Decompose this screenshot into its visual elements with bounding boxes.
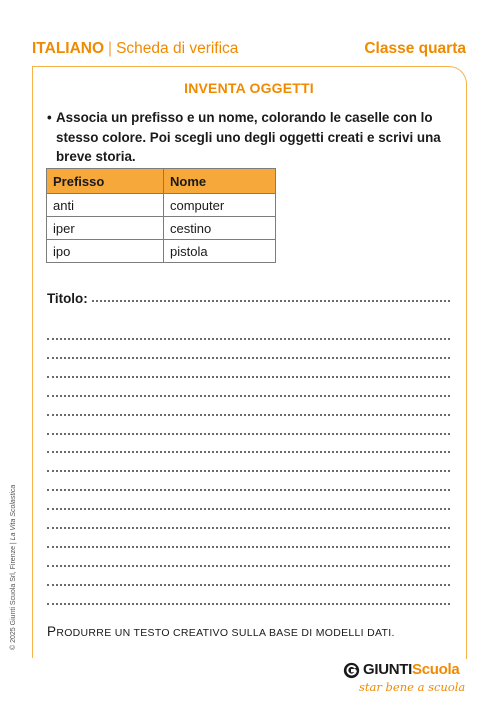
story-writing-line[interactable] xyxy=(47,603,450,605)
story-writing-line[interactable] xyxy=(47,565,450,567)
page-header xyxy=(32,40,466,64)
table-row xyxy=(47,217,276,240)
logo-brand xyxy=(363,661,459,678)
instruction-text: Associa un prefisso e un nome, colorando le caselle con lo stesso colore. Poi scegli uno degli oggetti creati e scrivi una breve storia. xyxy=(56,110,441,164)
logo-brand-scuola: Scuola xyxy=(412,661,460,678)
story-writing-line[interactable] xyxy=(47,414,450,416)
story-writing-line[interactable] xyxy=(47,546,450,548)
story-writing-line[interactable] xyxy=(47,338,450,340)
giunti-g-icon xyxy=(343,662,360,679)
table-cell-prefix[interactable]: iper xyxy=(47,217,164,240)
subject-label xyxy=(32,40,238,58)
column-header-noun: Nome xyxy=(164,169,276,194)
logo-brand-giunti: GIUNTI xyxy=(363,661,413,678)
story-writing-line[interactable] xyxy=(47,489,450,491)
story-writing-line[interactable] xyxy=(47,357,450,359)
table-cell-noun[interactable]: computer xyxy=(164,194,276,217)
table-cell-noun[interactable]: pistola xyxy=(164,240,276,263)
story-writing-line[interactable] xyxy=(47,508,450,510)
column-header-prefix: Prefisso xyxy=(47,169,164,194)
table-cell-prefix[interactable]: anti xyxy=(47,194,164,217)
exercise-instruction xyxy=(47,108,447,167)
objective-initial: P xyxy=(47,624,57,639)
prefix-noun-table xyxy=(46,168,276,263)
story-writing-line[interactable] xyxy=(47,451,450,453)
story-writing-line[interactable] xyxy=(47,527,450,529)
section-name: Scheda di verifica xyxy=(116,40,239,57)
logo-tagline: star bene a scuola xyxy=(359,680,466,694)
story-writing-line[interactable] xyxy=(47,395,450,397)
story-writing-line[interactable] xyxy=(47,584,450,586)
table-cell-prefix[interactable]: ipo xyxy=(47,240,164,263)
grade-label: Classe quarta xyxy=(364,40,466,57)
content-frame-left-border xyxy=(32,66,33,658)
subject-name: ITALIANO xyxy=(32,40,105,57)
copyright-magazine: La Vita Scolastica xyxy=(10,484,17,541)
table-cell-noun[interactable]: cestino xyxy=(164,217,276,240)
title-writing-line[interactable] xyxy=(92,300,450,302)
table-row xyxy=(47,240,276,263)
story-writing-line[interactable] xyxy=(47,376,450,378)
copyright-notice xyxy=(10,440,20,650)
story-title-label: Titolo: xyxy=(47,291,88,306)
bullet-mark: • xyxy=(47,110,52,125)
learning-objective xyxy=(47,624,395,639)
giunti-scuola-logo xyxy=(343,661,466,696)
exercise-title: INVENTA OGGETTI xyxy=(184,80,314,96)
table-row xyxy=(47,194,276,217)
header-separator: | xyxy=(108,40,113,57)
story-writing-line[interactable] xyxy=(47,433,450,435)
objective-text: RODURRE UN TESTO CREATIVO SULLA BASE DI MODELLI DATI. xyxy=(56,627,395,639)
copyright-prefix: © 2025 Giunti Scuola Srl, Firenze | xyxy=(10,540,17,650)
table-header-row xyxy=(47,169,276,194)
story-writing-line[interactable] xyxy=(47,470,450,472)
